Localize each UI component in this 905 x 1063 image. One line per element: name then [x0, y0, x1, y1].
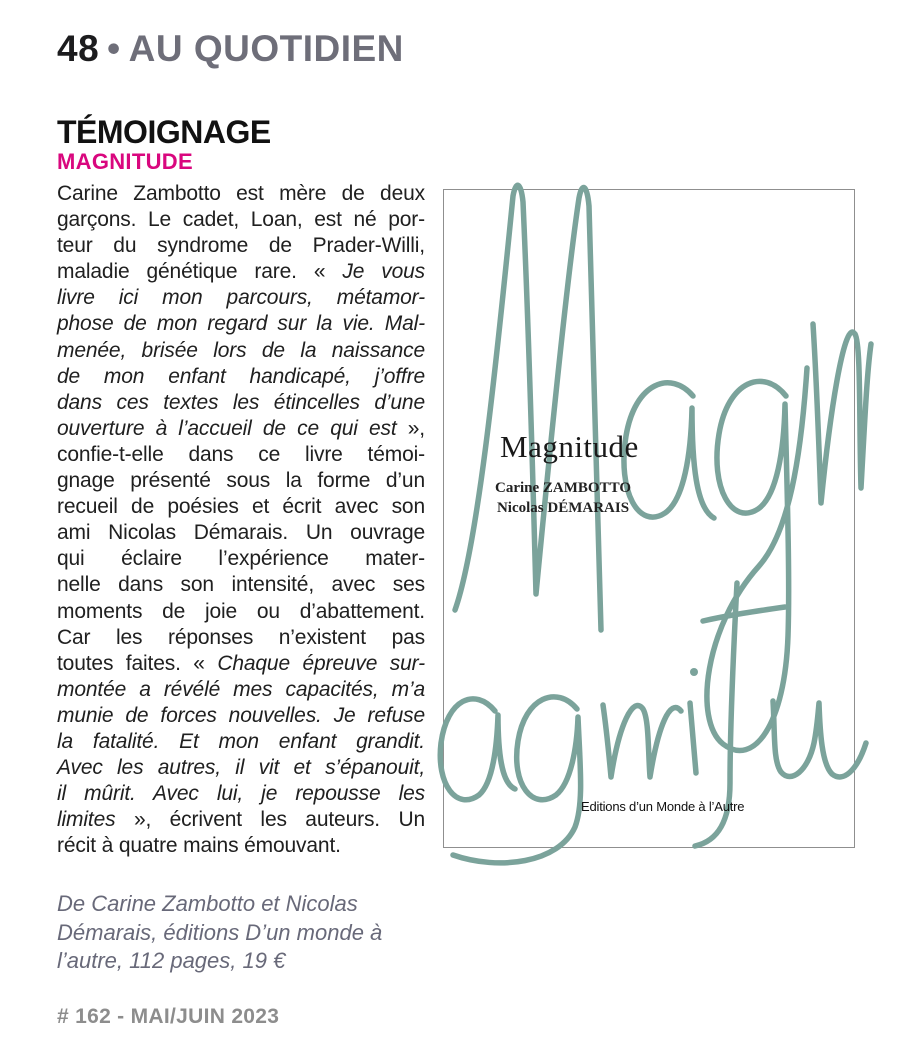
body-line: limites », écrivent les auteurs. Un [57, 808, 425, 832]
body-line: gnage présenté sous la forme d’un [57, 469, 425, 493]
body-line: teur du syndrome de Prader-Willi, [57, 234, 425, 258]
credit-line: l’autre, 112 pages, 19 € [57, 948, 286, 973]
cover-author: Nicolas DÉMARAIS [496, 500, 630, 516]
script-letter-a [440, 699, 515, 800]
script-letter-g [453, 697, 581, 863]
script-letter-M [455, 185, 601, 630]
cover-author: Carine ZAMBOTTO [495, 480, 631, 496]
book-credit [57, 890, 437, 976]
body-line: nelle dans son intensité, avec ses [57, 573, 425, 597]
section-title: AU QUOTIDIEN [128, 28, 404, 69]
body-line: montée a révélé mes capacités, m’a [57, 677, 425, 701]
page-number: 48 [57, 28, 100, 69]
cover-script-word-agnitu [437, 575, 869, 860]
body-line: dans ces textes les étincelles d’une [57, 390, 425, 414]
body-line: garçons. Le cadet, Loan, est né por- [57, 208, 425, 232]
body-line: maladie génétique rare. « Je vous [57, 260, 425, 284]
body-line: confie-t-elle dans ce livre témoi- [57, 442, 425, 466]
issue-footer: # 162 - MAI/JUIN 2023 [57, 1005, 280, 1028]
cover-script-bottom-text [0, 0, 1, 1]
script-letter-t-crossbar [703, 607, 785, 621]
body-line: la fatalité. Et mon enfant grandit. [57, 729, 425, 753]
article-kicker: TÉMOIGNAGE [57, 114, 271, 150]
body-line: Car les réponses n’existent pas [57, 625, 425, 649]
body-line: phose de mon regard sur la vie. Mal- [57, 312, 425, 336]
body-line: moments de joie ou d’abattement. [57, 599, 425, 623]
body-line: il mûrit. Avec lui, je repousse les [57, 782, 425, 806]
body-line: munie de forces nouvelles. Je refuse [57, 703, 425, 727]
script-i-dot [690, 668, 698, 676]
body-line: livre ici mon parcours, métamor- [57, 286, 425, 310]
cover-script-top-text [0, 0, 1, 1]
body-line: toutes faites. « Chaque épreuve sur- [57, 651, 425, 675]
page-header [57, 28, 404, 70]
article-title: MAGNITUDE [57, 149, 193, 174]
body-line: ami Nicolas Démarais. Un ouvrage [57, 521, 425, 545]
body-line: Carine Zambotto est mère de deux [57, 182, 425, 205]
script-letter-n [603, 705, 681, 777]
body-line: recueil de poésies et écrit avec son [57, 495, 425, 519]
article-body [57, 181, 425, 859]
cover-book-title: Magnitude [500, 429, 639, 464]
body-line: menée, brisée lors de la naissance [57, 338, 425, 362]
credit-line: Démarais, éditions D’un monde à [57, 919, 383, 945]
body-line: qui éclaire l’expérience mater- [57, 547, 425, 571]
cover-authors [493, 478, 633, 518]
body-line: ouverture à l’accueil de ce qui est », [57, 416, 425, 440]
cover-publisher: Editions d’un Monde à l’Autre [581, 799, 745, 814]
header-bullet: • [107, 28, 121, 69]
script-letter-n [813, 324, 871, 503]
credit-line: De Carine Zambotto et Nicolas [57, 891, 358, 916]
body-line: récit à quatre mains émouvant. [57, 834, 341, 858]
script-letter-i [690, 703, 696, 773]
body-line: de mon enfant handicapé, j’offre [57, 364, 425, 388]
body-line: Avec les autres, il vit et s’épanouit, [57, 756, 425, 780]
script-letter-u [773, 701, 866, 777]
